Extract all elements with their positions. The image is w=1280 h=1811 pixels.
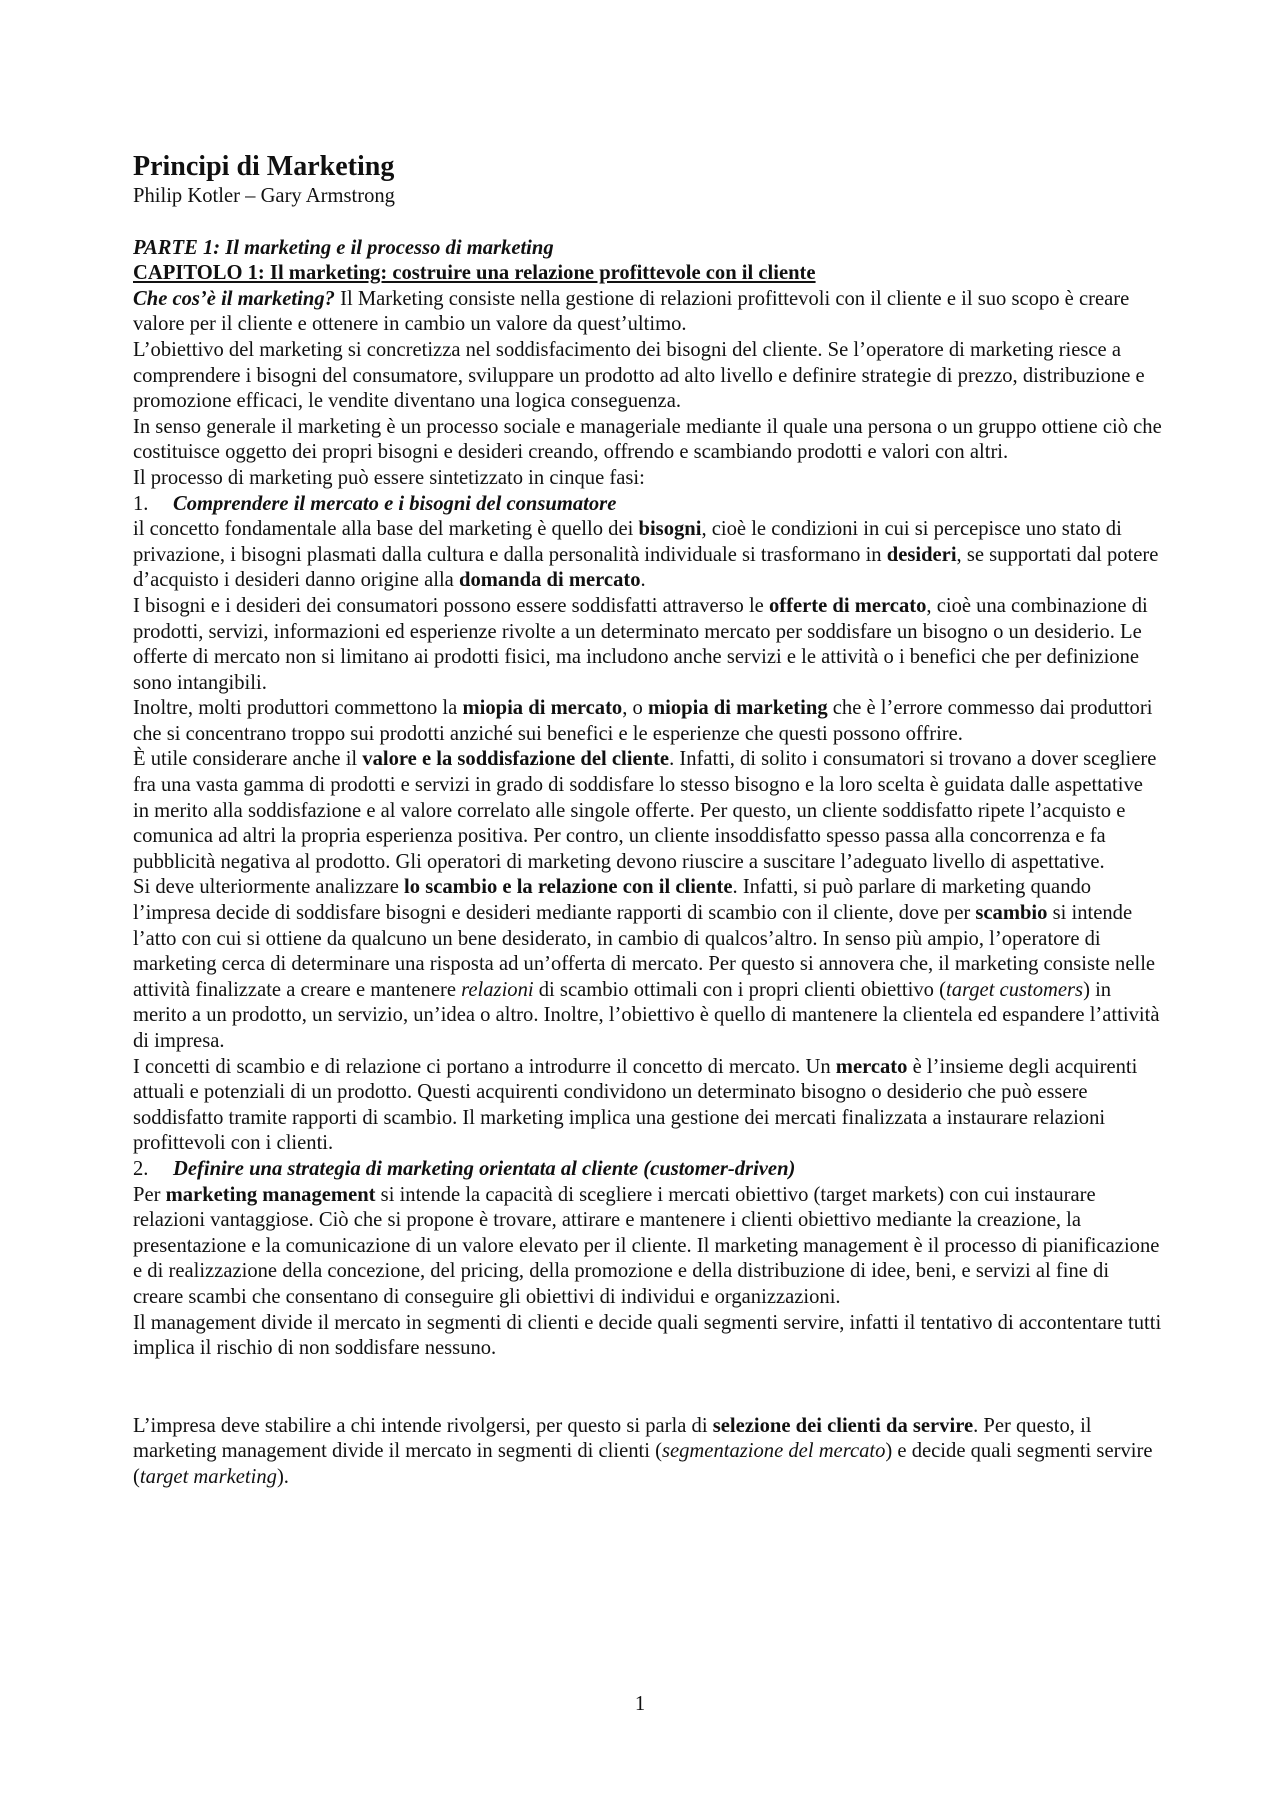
text: . Per questo, il marketing management divide il mercato in segmenti di clienti ( — [133, 1414, 1092, 1463]
bold-term: scambio — [975, 902, 1048, 925]
paragraph: Il management divide il mercato in segmenti di clienti e decide quali segmenti servire, infatti il tentativo di accontentare tutti implica il rischio di non soddisfare nessuno. — [133, 1311, 1162, 1360]
italic-term: target customers — [945, 978, 1084, 1001]
bold-term: bisogni — [638, 518, 702, 541]
text: che è l’errore commesso dai produttori che si concentrano troppo sui prodotti anziché sui benefici e le esperienze che questi possono offrire. — [133, 697, 1153, 745]
paragraph: Il processo di marketing può essere sintetizzato in cinque fasi: — [133, 466, 645, 489]
text: È utile considerare anche il — [133, 748, 363, 771]
italic-term: segmentazione del mercato — [661, 1440, 886, 1463]
step-label: Definire una strategia di marketing orientata al cliente (customer-driven) — [173, 1157, 796, 1180]
paragraph: In senso generale il marketing è un processo sociale e manageriale mediante il quale una persona o un gruppo ottiene ciò che costituisce oggetto dei propri bisogni e desideri creando, offrendo e scambiando prodotti e valori con altri. — [133, 415, 1162, 464]
page-title: Principi di Marketing — [133, 151, 395, 182]
bold-term: miopia di mercato — [462, 697, 623, 720]
paragraph: L’obiettivo del marketing si concretizza nel soddisfacimento dei bisogni del cliente. Se l’operatore di marketing riesce a comprendere i bisogni del consumatore, sviluppare un prodotto ad alto livello e definire strategie di prezzo, distribuzione e promozione efficaci, le vendite diventano una logica conseguenza. — [133, 338, 1145, 413]
step-heading-2 — [133, 1157, 1163, 1183]
bold-term: miopia di marketing — [647, 697, 828, 720]
bold-term: desideri — [886, 543, 957, 566]
step-number: 1. — [133, 492, 149, 515]
paragraph-intro — [133, 287, 1163, 338]
text: Per — [133, 1183, 166, 1206]
step-number: 2. — [133, 1157, 149, 1180]
text: si intende l’atto con cui si ottiene da qualcuno un bene desiderato, in cambio di qualcos’altro. In senso più ampio, l’operatore di marketing cerca di determinare una risposta ad un’offerta di mercato. Per questo si annovera che, il marketing consiste nelle attività finalizzate a creare e mantenere — [133, 902, 1156, 1001]
text: L’impresa deve stabilire a chi intende rivolgersi, per questo si parla di — [133, 1414, 713, 1437]
paragraph — [133, 517, 1163, 594]
bold-term: lo scambio e la relazione con il cliente — [404, 876, 733, 899]
bold-term: marketing management — [165, 1183, 376, 1206]
paragraph — [133, 1055, 1163, 1157]
bold-term: offerte di mercato — [768, 594, 927, 617]
text: Si deve ulteriormente analizzare — [133, 876, 405, 899]
text: I concetti di scambio e di relazione ci portano a introdurre il concetto di mercato. Un — [133, 1055, 836, 1078]
italic-term: target marketing — [139, 1465, 277, 1488]
bold-term: selezione dei clienti da servire — [712, 1414, 974, 1437]
question-text: Che cos’è il marketing? — [133, 287, 335, 310]
paragraph — [133, 875, 1163, 1054]
bold-term: valore e la soddisfazione del cliente — [362, 748, 670, 771]
paragraph — [133, 1414, 1163, 1491]
part-heading: PARTE 1: Il marketing e il processo di marketing — [133, 236, 554, 259]
page-number: 1 — [634, 1693, 646, 1715]
text: , cioè le condizioni in cui si percepisce uno stato di privazione, i bisogni plasmati dalla cultura e dalla personalità individuale si trasformano in — [133, 518, 1122, 566]
text: il concetto fondamentale alla base del marketing è quello dei — [133, 518, 639, 541]
text: I bisogni e i desideri dei consumatori possono essere soddisfatti attraverso le — [133, 594, 769, 617]
paragraph-text: Il Marketing consiste nella gestione di relazioni profittevoli con il cliente e il suo scopo è creare valore per il cliente e ottenere in cambio un valore da quest’ultimo. — [133, 287, 1130, 336]
paragraph — [133, 747, 1163, 875]
text: , cioè una combinazione di prodotti, servizi, informazioni ed esperienze rivolte a un determinato mercato per soddisfare un bisogno o un desiderio. Le offerte di mercato non si limitano ai prodotti fisici, ma includono anche servizi e le attività o i benefici che per definizione sono intangibili. — [133, 594, 1148, 694]
text: ) e decide quali segmenti servire ( — [133, 1440, 1153, 1488]
text: Inoltre, molti produttori commettono la — [133, 697, 463, 720]
text: ). — [276, 1465, 289, 1488]
authors: Philip Kotler – Gary Armstrong — [133, 185, 395, 207]
text: , o — [622, 697, 648, 720]
paragraph — [133, 696, 1163, 747]
document-page — [133, 150, 1163, 1491]
step-heading-1 — [133, 492, 1163, 518]
text: , se supportati dal potere d’acquisto i desideri danno origine alla — [133, 543, 1159, 592]
bold-term: mercato — [835, 1055, 908, 1078]
text: . Infatti, di solito i consumatori si trovano a dover scegliere fra una vasta gamma di prodotti e servizi in grado di soddisfare lo stesso bisogno e la loro scelta è guidata dalle aspettative in merito alla soddisfazione e al valore correlato alle singole offerte. Per questo, un cliente soddisfatto ripete l’acquisto e comunica ad altri la propria esperienza positiva. Per contro, un cliente insoddisfatto spesso passa alla concorrenza e fa pubblicità negativa al prodotto. Gli operatori di marketing devono riuscire a suscitare l’adeguato livello di aspettative. — [133, 748, 1157, 873]
italic-term: relazioni — [461, 978, 534, 1001]
step-label: Comprendere il mercato e i bisogni del consumatore — [173, 492, 617, 515]
text: è l’insieme degli acquirenti attuali e potenziali di un prodotto. Questi acquirenti condividono un determinato bisogno o desiderio che può essere soddisfatto tramite rapporti di scambio. Il marketing implica una gestione dei mercati finalizzata a instaurare relazioni profittevoli con i clienti. — [133, 1055, 1138, 1155]
bold-term: domanda di mercato — [458, 569, 641, 592]
paragraph — [133, 594, 1163, 696]
text: di scambio ottimali con i propri clienti obiettivo ( — [533, 978, 946, 1001]
paragraph — [133, 1183, 1163, 1311]
text: ) in merito a un prodotto, un servizio, un’idea o altro. Inoltre, l’obiettivo è quello di mantenere la clientela ed espandere l’attività di impresa. — [133, 978, 1160, 1052]
spacer — [133, 1362, 1163, 1414]
text: . Infatti, si può parlare di marketing quando l’impresa decide di soddisfare bisogni e desideri mediante rapporti di scambio con il cliente, dove per — [133, 876, 1092, 925]
text: si intende la capacità di scegliere i mercati obiettivo (target markets) con cui instaurare relazioni vantaggiose. Ciò che si propone è trovare, attirare e mantenere i clienti obiettivo mediante la creazione, la presentazione e la comunicazione di un valore elevato per il cliente. Il marketing management è il processo di pianificazione e di realizzazione della concezione, del pricing, della promozione e della distribuzione di idee, beni, e servizi al fine di creare scambi che consentano di conseguire gli obiettivi di individui e organizzazioni. — [133, 1183, 1160, 1308]
chapter-heading: CAPITOLO 1: Il marketing: costruire una relazione profittevole con il cliente — [133, 262, 816, 285]
text: . — [640, 569, 646, 592]
